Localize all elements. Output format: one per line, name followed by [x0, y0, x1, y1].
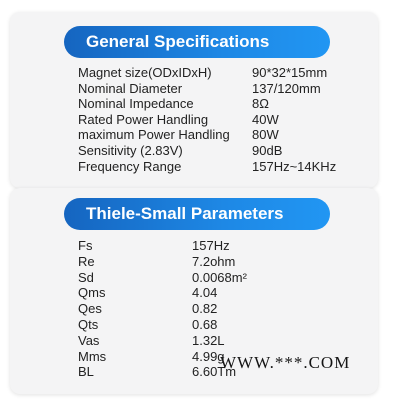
spec-value: 1.32L: [192, 332, 225, 348]
spec-label: Sd: [78, 269, 94, 285]
general-specifications-card: [10, 12, 378, 188]
spec-value: 40W: [252, 111, 279, 127]
spec-label: Vas: [78, 332, 100, 348]
spec-label: Nominal Impedance: [78, 96, 194, 112]
spec-label: Magnet size(ODxIDxH): [78, 65, 212, 80]
spec-value: 8Ω: [252, 96, 269, 112]
spec-value: 157Hz~14KHz: [252, 158, 337, 174]
spec-label: Sensitivity (2.83V): [78, 143, 183, 158]
spec-value: 157Hz: [192, 238, 230, 253]
spec-value: 80W: [252, 127, 279, 143]
watermark: WWW.***.COM: [220, 353, 351, 372]
spec-value: 7.2ohm: [192, 253, 236, 269]
spec-value: 0.0068m²: [192, 269, 247, 285]
spec-value: 0.82: [192, 301, 218, 317]
spec-label: Frequency Range: [78, 158, 182, 174]
spec-label: Qts: [78, 317, 99, 332]
spec-label: Fs: [78, 238, 93, 253]
spec-value: 90*32*15mm: [252, 65, 328, 80]
spec-value: 4.99g: [192, 348, 225, 364]
spec-label: BL: [78, 364, 94, 380]
thiele-small-parameters-title: Thiele-Small Parameters: [64, 198, 330, 230]
spec-value: 90dB: [252, 143, 283, 158]
spec-value: 4.04: [192, 285, 218, 301]
spec-label: Re: [78, 253, 95, 269]
spec-label: Qms: [78, 285, 106, 301]
spec-label: maximum Power Handling: [78, 127, 230, 143]
spec-label: Nominal Diameter: [78, 80, 183, 96]
spec-label: Mms: [78, 348, 107, 364]
spec-label: Qes: [78, 301, 102, 317]
general-specifications-title: General Specifications: [64, 26, 330, 58]
spec-value: 137/120mm: [252, 80, 321, 96]
spec-value: 6.60Tm: [192, 364, 237, 380]
spec-label: Rated Power Handling: [78, 111, 209, 127]
spec-value: 0.68: [192, 317, 218, 332]
